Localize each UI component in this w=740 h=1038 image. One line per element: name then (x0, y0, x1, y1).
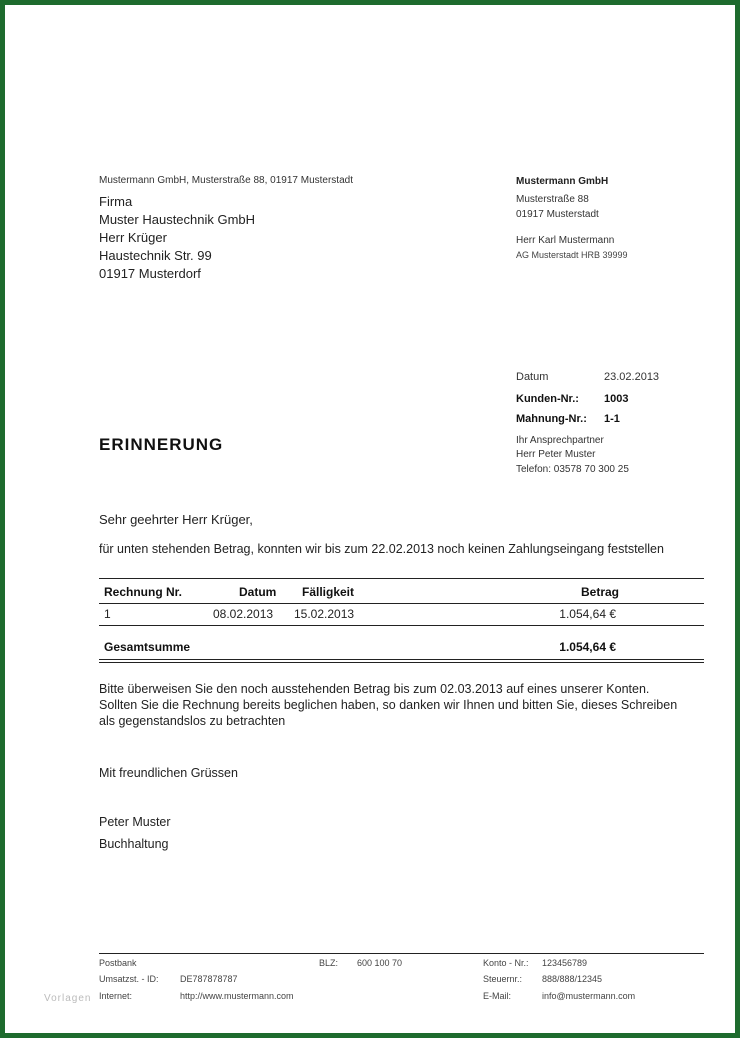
total-label: Gesamtsumme (104, 640, 191, 654)
footer-rule (99, 953, 704, 954)
contact-label: Ihr Ansprechpartner (516, 435, 604, 446)
sender-return-address: Mustermann GmbH, Musterstraße 88, 01917 Musterstadt (99, 175, 353, 186)
recipient-line-5: 01917 Musterdorf (99, 266, 201, 281)
row-invoice-number: 1 (104, 607, 111, 621)
company-street: Musterstraße 88 (516, 194, 589, 205)
total-rule-1 (99, 659, 704, 660)
customer-number-label: Kunden-Nr.: (516, 393, 579, 405)
header-date: Datum (239, 585, 277, 599)
body-paragraph: Bitte überweisen Sie den noch ausstehenden Betrag bis zum 02.03.2013 auf eines unserer Konten. Sollten Sie die Rechnung bereits beglichen haben, so danken wir Ihnen und bitten Sie, dieses Schreiben als gegenstandslos zu betrachten (99, 682, 678, 728)
table-body-rule (99, 625, 704, 626)
footer-tax-label: Steuernr.: (483, 974, 523, 984)
row-due-date: 15.02.2013 (294, 607, 355, 621)
footer-bank-label: Postbank (99, 958, 137, 968)
total-rule-2 (99, 662, 704, 663)
reminder-number-value: 1-1 (604, 413, 620, 425)
total-value: 1.054,64 € (559, 640, 616, 654)
company-ceo: Herr Karl Mustermann (516, 235, 615, 246)
signer-department: Buchhaltung (99, 837, 169, 851)
row-amount: 1.054,64 € (559, 607, 616, 621)
company-register: AG Musterstadt HRB 39999 (516, 250, 628, 260)
footer-internet-label: Internet: (99, 991, 133, 1001)
customer-number-value: 1003 (604, 393, 629, 405)
header-due-date: Fälligkeit (302, 585, 355, 599)
reminder-number-label: Mahnung-Nr.: (516, 413, 587, 425)
watermark: Vorlagen (44, 993, 92, 1004)
footer-blz-label: BLZ: (319, 958, 339, 968)
document-title: ERINNERUNG (99, 435, 224, 454)
intro-paragraph: für unten stehenden Betrag, konnten wir bis zum 22.02.2013 noch keinen Zahlungseingang feststellen (99, 542, 664, 556)
recipient-line-1: Firma (99, 194, 133, 209)
contact-phone: Telefon: 03578 70 300 25 (516, 464, 629, 475)
header-amount: Betrag (580, 585, 619, 599)
closing-greeting: Mit freundlichen Grüssen (99, 766, 238, 780)
recipient-line-4: Haustechnik Str. 99 (99, 248, 212, 263)
table-top-rule (99, 578, 704, 579)
footer-email-value[interactable]: info@mustermann.com (542, 991, 636, 1001)
footer-tax-value: 888/888/12345 (542, 974, 603, 984)
company-city: 01917 Musterstadt (516, 209, 599, 220)
recipient-line-2: Muster Haustechnik GmbH (99, 212, 256, 227)
footer-vat-label: Umsatzst. - ID: (99, 974, 159, 984)
date-value: 23.02.2013 (604, 371, 660, 383)
company-name: Mustermann GmbH (516, 176, 609, 187)
footer-blz-value: 600 100 70 (357, 958, 403, 968)
signer-name: Peter Muster (99, 815, 171, 829)
date-label: Datum (516, 371, 549, 383)
contact-name: Herr Peter Muster (516, 449, 596, 460)
salutation: Sehr geehrter Herr Krüger, (99, 512, 253, 527)
header-invoice-number: Rechnung Nr. (104, 585, 183, 599)
recipient-line-3: Herr Krüger (99, 230, 167, 245)
table-header-rule (99, 603, 704, 604)
footer-vat-value: DE787878787 (180, 974, 238, 984)
footer-account-label: Konto - Nr.: (483, 958, 529, 968)
footer-account-value: 123456789 (542, 958, 588, 968)
footer-internet-value[interactable]: http://www.mustermann.com (180, 991, 294, 1001)
row-date: 08.02.2013 (213, 607, 274, 621)
footer-email-label: E-Mail: (483, 991, 512, 1001)
